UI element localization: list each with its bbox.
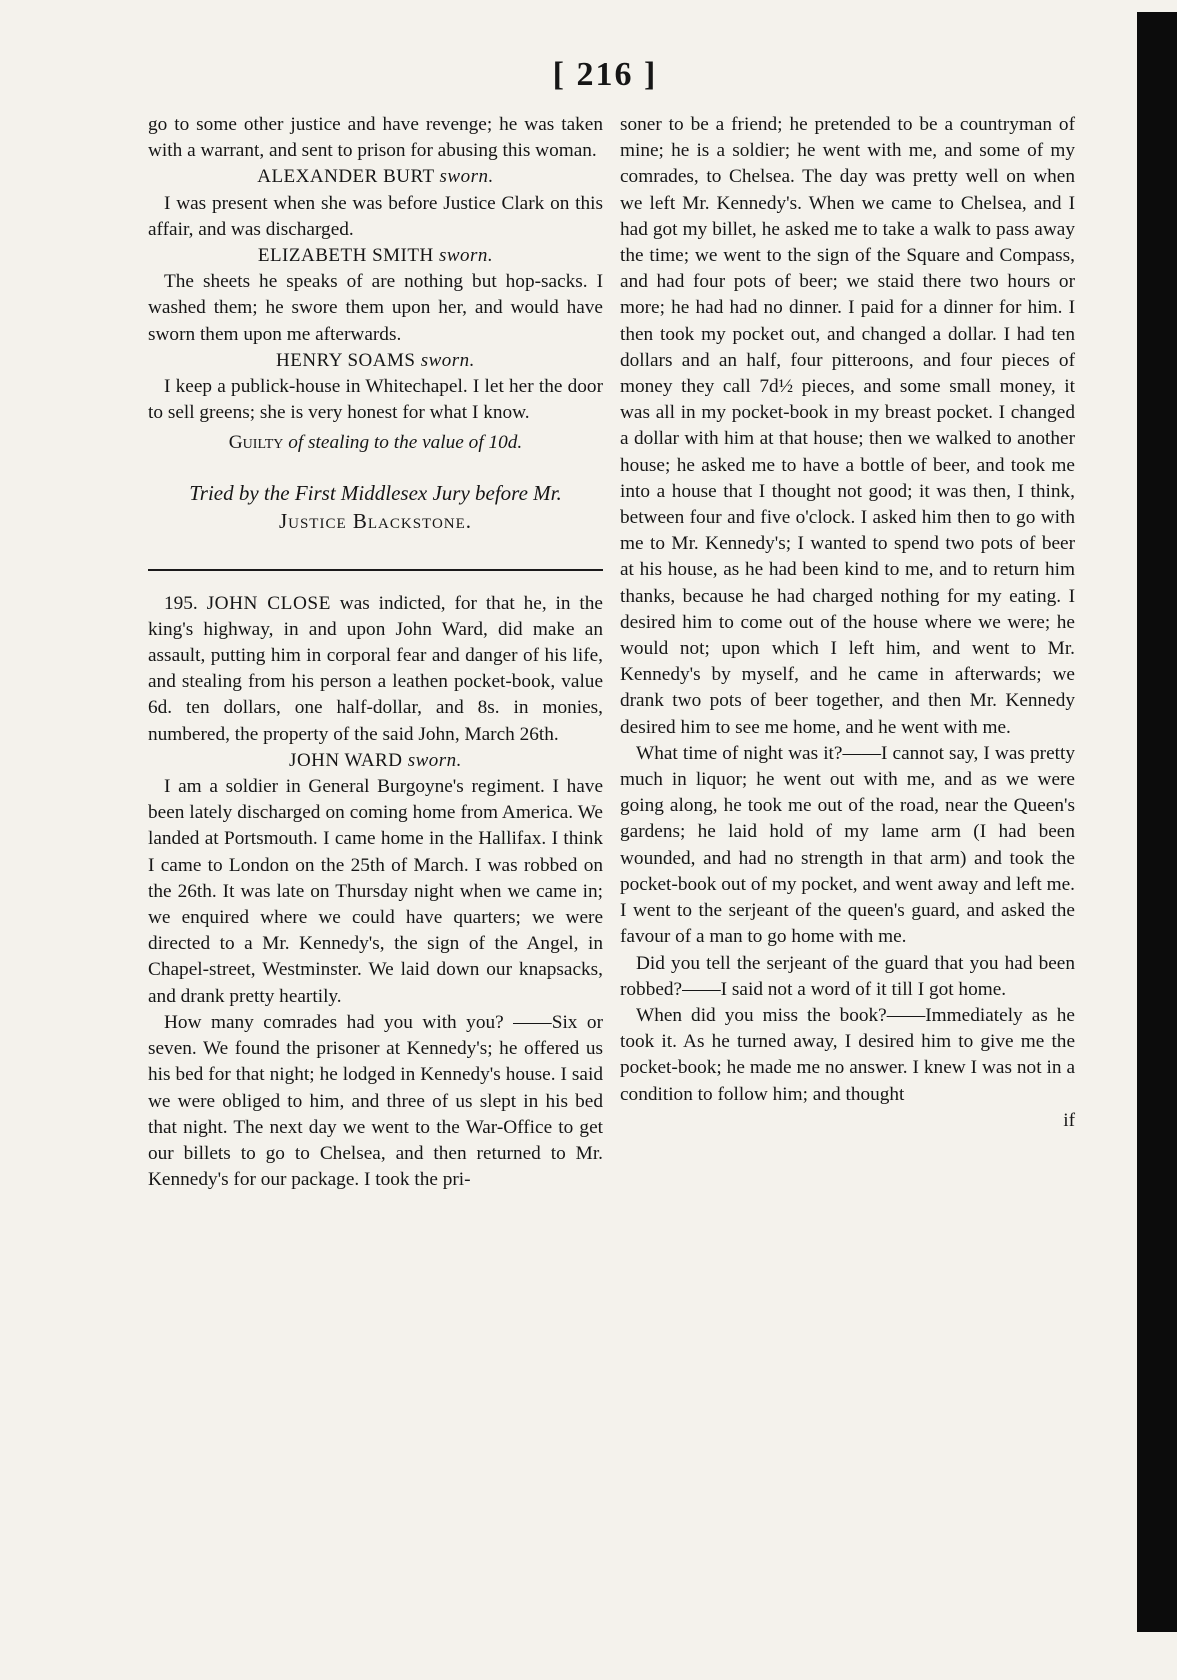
testimony-smith: The sheets he speaks of are nothing but hop-sacks. I washed them; he swore them upon her, and would have sworn them upon me afterwards. (148, 271, 603, 345)
witness-name: HENRY SOAMS (276, 349, 416, 371)
sworn-label: sworn. (407, 749, 462, 771)
testimony-soams: I keep a publick-house in Whitechapel. I let her the door to sell greens; she is very honest for what I know. (148, 376, 603, 424)
tried-by (148, 479, 603, 535)
testimony-ward-5: Did you tell the serjeant of the guard that you had been robbed?——I said not a word of it till I got home. (620, 952, 1075, 1000)
witness-heading-smith (148, 243, 603, 269)
right-column (620, 112, 1075, 1134)
verdict-detail: of stealing to the value of 10d. (288, 432, 523, 454)
sworn-label: sworn. (438, 245, 494, 267)
sworn-label: sworn. (439, 166, 494, 188)
sworn-label: sworn. (420, 349, 475, 371)
indictment-text: was indicted, for that he, in the king's highway, in and upon John Ward, did make an assault, putting him in corporal fear and danger of his life, and stealing from his person a leathen pocket-book, value 6d. ten dollars, one half-dollar, and 8s. in monies, numbered, the property of the said John, March 26th. (148, 592, 603, 745)
verdict (148, 430, 603, 456)
witness-heading-ward (148, 748, 603, 774)
witness-name: ELIZABETH SMITH (257, 245, 434, 267)
witness-heading-soams (148, 348, 603, 374)
case-number: 195. (164, 592, 198, 614)
testimony-ward-2: How many comrades had you with you? ——Six or seven. We found the prisoner at Kennedy's; he offered us his bed for that night; he lodged in Kennedy's house. I said we were obliged to him, and three of us slept in his bed that night. The next day we went to the War-Office to get our billets to go to Chelsea, and then returned to Mr. Kennedy's for our package. I took the pri- (148, 1011, 603, 1191)
testimony-burt: I was present when she was before Justice Clark on this affair, and was discharged. (148, 192, 603, 240)
witness-name: ALEXANDER BURT (257, 166, 435, 188)
section-rule (148, 569, 603, 571)
testimony-ward-4: What time of night was it?——I cannot say, I was pretty much in liquor; he went out with me, and as we were going along, he took me out of the road, near the Queen's gardens; he laid hold of my lame arm (I had been wounded, and had no strength in that arm) and took the pocket-book out of my pocket, and went away and left me. I went to the serjeant of the queen's guard, and asked the favour of a man to go home with me. (620, 742, 1075, 948)
witness-heading-burt (148, 164, 603, 190)
case-indictment (148, 591, 603, 748)
catchword: if (1063, 1109, 1075, 1131)
left-column (148, 112, 603, 1193)
testimony-ward-1: I am a soldier in General Burgoyne's regiment. I have been lately discharged on coming home from America. We landed at Portsmouth. I came home in the Hallifax. I think I came to London on the 25th of March. I was robbed on the 26th. It was late on Thursday night when we came in; we enquired where we could have quarters; we were directed to a Mr. Kennedy's, the sign of the Angel, in Chapel-street, Westminster. We laid down our knapsacks, and drank pretty heartily. (148, 776, 603, 1007)
testimony-ward-3: soner to be a friend; he pretended to be a countryman of mine; he is a soldier; he went with me, and some of my comrades, to Chelsea. The day was pretty well on when we left Mr. Kennedy's. When we came to Chelsea, and I had got my billet, he asked me to take a walk to pass away the time; we went to the sign of the Square and Compass, and had four pots of beer; we staid there two hours or more; he had had no dinner. I paid for a dinner for him. I then took my pocket out, and changed a dollar. I had ten dollars and an half, four pitteroons, and four pieces of money they call 7d½ pieces, and some small money, it was all in my pocket-book in my breast pocket. I changed a dollar with him at that house; then we walked to another house; he asked me to have a bottle of beer, and took me into a house that I thought not good; it was then, I think, between four and five o'clock. I asked him then to go with me to Mr. Kennedy's; I wanted to spend two pots of beer at his house, as he had been kind to me, and to return him thanks, because he had charged nothing for my eating. I desired him to come out of the house where we were; he would not; upon which I left him, and went to Mr. Kennedy's by myself, and he came in afterwards; we drank two pots of beer together, and then Mr. Kennedy desired him to see me home, and he went with me. (620, 114, 1075, 738)
binding-shadow (1137, 12, 1177, 1632)
defendant-name: JOHN CLOSE (206, 592, 331, 614)
paragraph-continued: go to some other justice and have revenge; he was taken with a warrant, and sent to prison for abusing this woman. (148, 114, 603, 162)
verdict-word: Guilty (228, 432, 284, 454)
testimony-ward-6: When did you miss the book?——Immediately as he took it. As he turned away, I desired him to give me the pocket-book; he made me no answer. I knew I was not in a condition to follow him; and thought (620, 1004, 1075, 1105)
witness-name: JOHN WARD (289, 749, 403, 771)
page-number: [ 216 ] (552, 56, 658, 93)
tried-line: Tried by the First Middlesex Jury before Mr. (189, 480, 562, 505)
justice-name: Justice Blackstone. (278, 508, 473, 533)
